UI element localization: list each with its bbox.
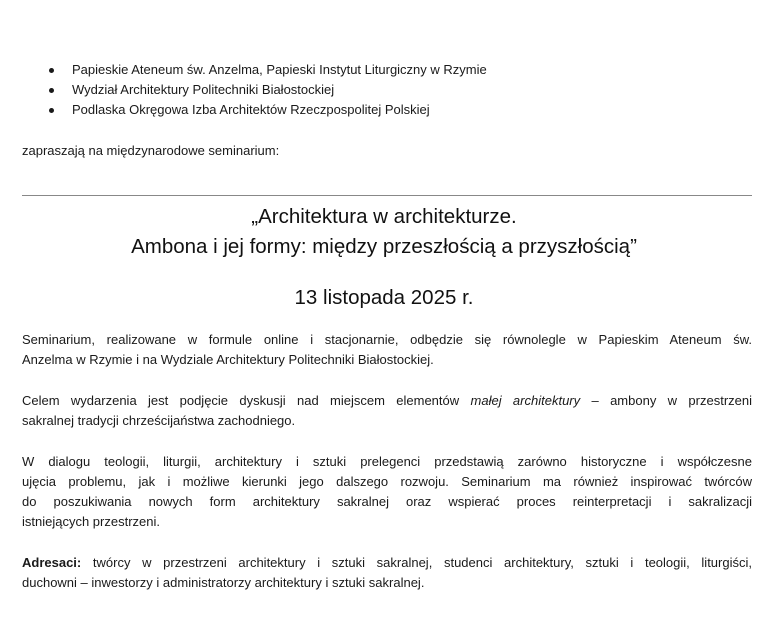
- text: Celem wydarzenia jest podjęcie dyskusji nad miejscem elementów: [22, 393, 471, 408]
- bullet-icon: [49, 68, 54, 73]
- organizer-item: [72, 80, 334, 100]
- organizer-name: Podlaska Okręgowa Izba Architektów Rzeczpospolitej Polskiej: [72, 102, 430, 117]
- bullet-icon: [49, 108, 54, 113]
- divider: [22, 195, 752, 196]
- paragraph-3-line: istniejących przestrzeni.: [22, 514, 160, 529]
- organizer-name: Wydział Architektury Politechniki Białostockiej: [72, 82, 335, 97]
- paragraph-3-line: do poszukiwania nowych form architektury sakralnej oraz wspierać proces reinterpretacji i sakralizacji: [22, 494, 752, 509]
- paragraph-4-line: [22, 553, 752, 573]
- paragraph-2-line: [22, 391, 752, 411]
- paragraph-1-line: Seminarium, realizowane w formule online i stacjonarnie, odbędzie się równolegle w Papieskim Ateneum św.: [22, 332, 752, 347]
- paragraph-2-line: sakralnej tradycji chrześcijaństwa zachodniego.: [22, 413, 296, 428]
- title-line-2: Ambona i jej formy: między przeszłością a przyszłością”: [131, 235, 637, 258]
- paragraph-3-line: ujęcia problemu, jak i możliwe kierunki jego dalszego rozwoju. Seminarium ma również inspirować twórców: [22, 474, 752, 489]
- text: – ambony w przestrzeni: [580, 393, 753, 408]
- event-date: 13 listopada 2025 r.: [294, 286, 474, 309]
- title-line-1: „Architektura w architekturze.: [251, 205, 517, 228]
- paragraph-4-line: duchowni – inwestorzy i administratorzy architektury i sztuki sakralnej.: [22, 575, 425, 590]
- organizer-name: Papieskie Ateneum św. Anzelma, Papieski Instytut Liturgiczny w Rzymie: [72, 62, 487, 77]
- intro-text: zapraszają na międzynarodowe seminarium:: [22, 143, 280, 158]
- paragraph-1-line: Anzelma w Rzymie i na Wydziale Architektury Politechniki Białostockiej.: [22, 352, 434, 367]
- organizer-item: [72, 60, 487, 80]
- organizer-item: [72, 100, 430, 120]
- addressees-label: Adresaci:: [22, 555, 82, 570]
- paragraph-3-line: W dialogu teologii, liturgii, architektury i sztuki prelegenci przedstawią zarówno historyczne i współczesne: [22, 454, 752, 469]
- bullet-icon: [49, 88, 54, 93]
- text: twórcy w przestrzeni architektury i sztuki sakralnej, studenci architektury, sztuki i teologii, liturgiści,: [81, 555, 752, 570]
- emphasis-text: małej architektury: [470, 393, 581, 408]
